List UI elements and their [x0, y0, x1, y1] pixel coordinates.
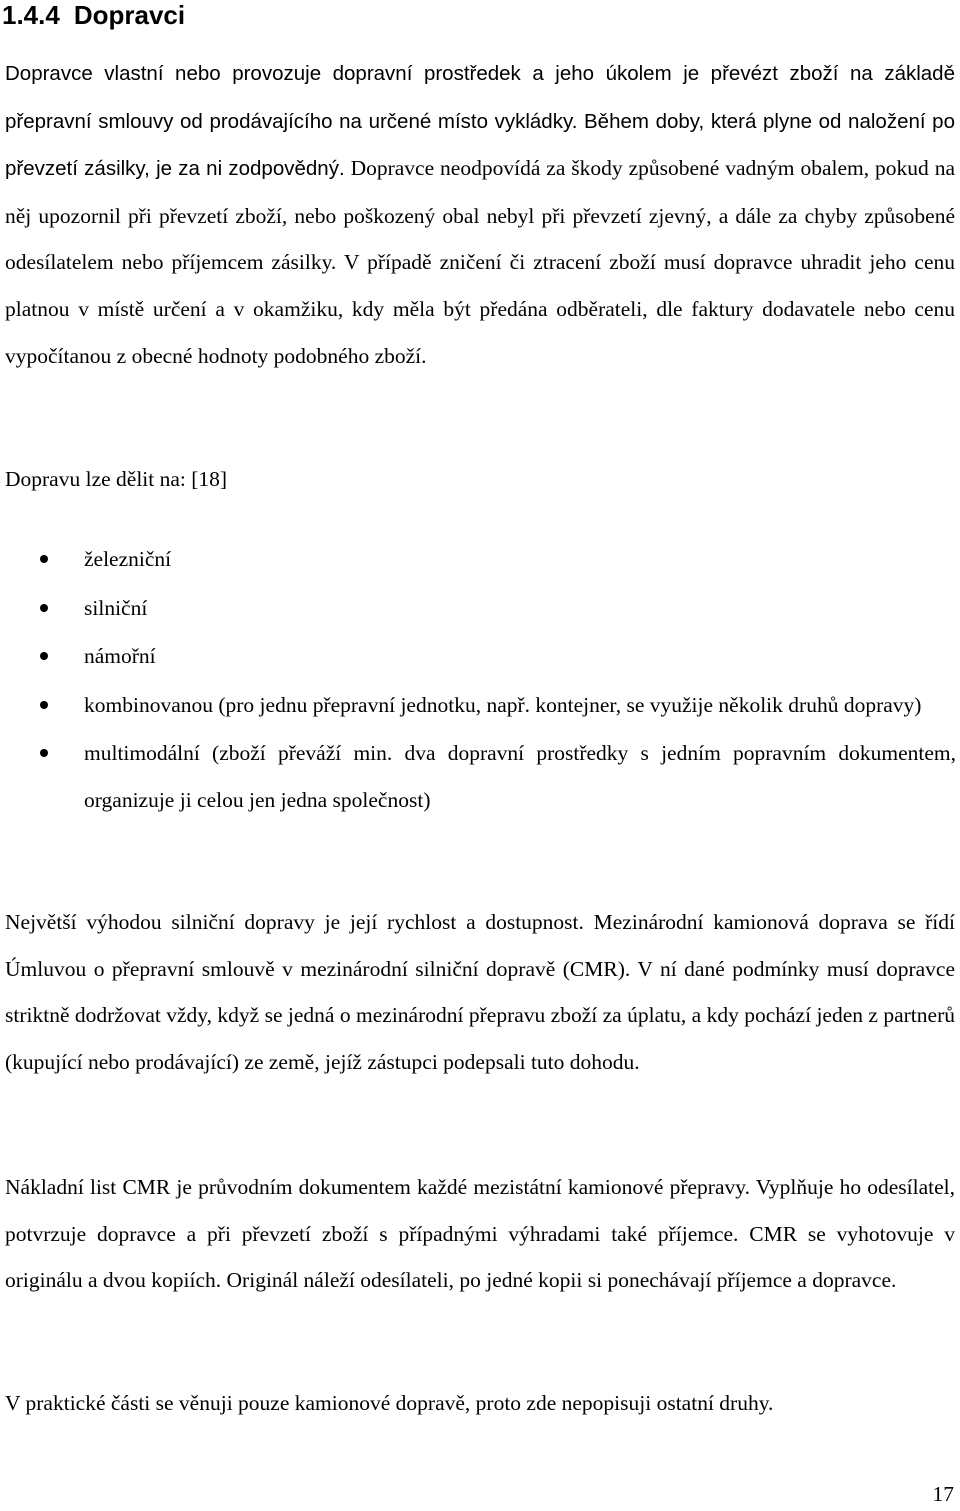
list-item: silniční: [0, 585, 956, 632]
list-item: multimodální (zboží převáží min. dva dopravní prostředky s jedním popravním dokumentem, organizuje ji celou jen jedna společnost): [0, 730, 956, 823]
bullet-icon: [40, 604, 48, 612]
list-item: železniční: [0, 536, 956, 583]
paragraph-carriers: [5, 50, 955, 379]
paragraph-road-transport: Největší výhodou silniční dopravy je její rychlost a dostupnost. Mezinárodní kamionová doprava se řídí Úmluvou o přepravní smlouvě v mezinárodní silniční dopravě (CMR). V ní dané podmínky musí dopravce striktně dodržovat vždy, když se jedná o mezinárodní přepravu zboží za úplatu, a kdy pochází jeden z partnerů (kupující nebo prodávající) ze země, jejíž zástupci podepsali tuto dohodu.: [5, 910, 955, 1074]
paragraph-practical-part: V praktické části se věnuji pouze kamionové dopravě, proto zde nepopisuji ostatní druhy.: [5, 1391, 774, 1415]
transport-types-list: [0, 536, 960, 826]
list-item: kombinovanou (pro jednu přepravní jednotku, např. kontejner, se využije několik druhů dopravy): [0, 682, 956, 729]
bullet-icon: [40, 652, 48, 660]
paragraph-cmr-waybill: Nákladní list CMR je průvodním dokumentem každé mezistátní kamionové přepravy. Vyplňuje ho odesílatel, potvrzuje dopravce a při převzetí zboží s případnými výhradami také příjemce. CMR se vyhotovuje v originálu a dvou kopiích. Originál náleží odesílateli, po jedné kopii si ponechávají příjemce a dopravce.: [5, 1175, 955, 1293]
paragraph-carriers-sans-part: Dopravce vlastní nebo provozuje dopravní prostředek a jeho úkolem je převézt zboží na základě přepravní smlouvy od prodávajícího na určené místo vykládky. Během doby, která plyne od naložení po převzetí zásilky, je za ni zodpovědný.: [5, 62, 955, 181]
page-number: 17: [932, 1482, 954, 1506]
section-number: 1.4.4: [2, 0, 60, 30]
paragraph-transport-division: Dopravu lze dělit na: [18]: [5, 467, 228, 491]
paragraph-carriers-serif-part2: V případě zničení či ztracení zboží musí dopravce uhradit jeho cenu platnou v místě určení a v okamžiku, kdy měla být předána odběrateli, dle faktury dodavatele nebo cenu vypočítanou z obecné hodnoty podobného zboží.: [5, 250, 955, 368]
paragraph-carriers-serif-part: Dopravce neodpovídá za škody způsobené vadným obalem, pokud na něj upozornil při převzetí zboží, nebo poškozený obal nebyl při převzetí zjevný, a dále za chyby způsobené odesílatelem nebo příjemcem zásilky.: [5, 156, 955, 275]
bullet-icon: [40, 701, 48, 709]
section-title: Dopravci: [73, 0, 186, 30]
section-heading: [2, 0, 185, 32]
bullet-icon: [40, 555, 48, 563]
bullet-icon: [40, 749, 48, 757]
list-item: námořní: [0, 633, 956, 680]
